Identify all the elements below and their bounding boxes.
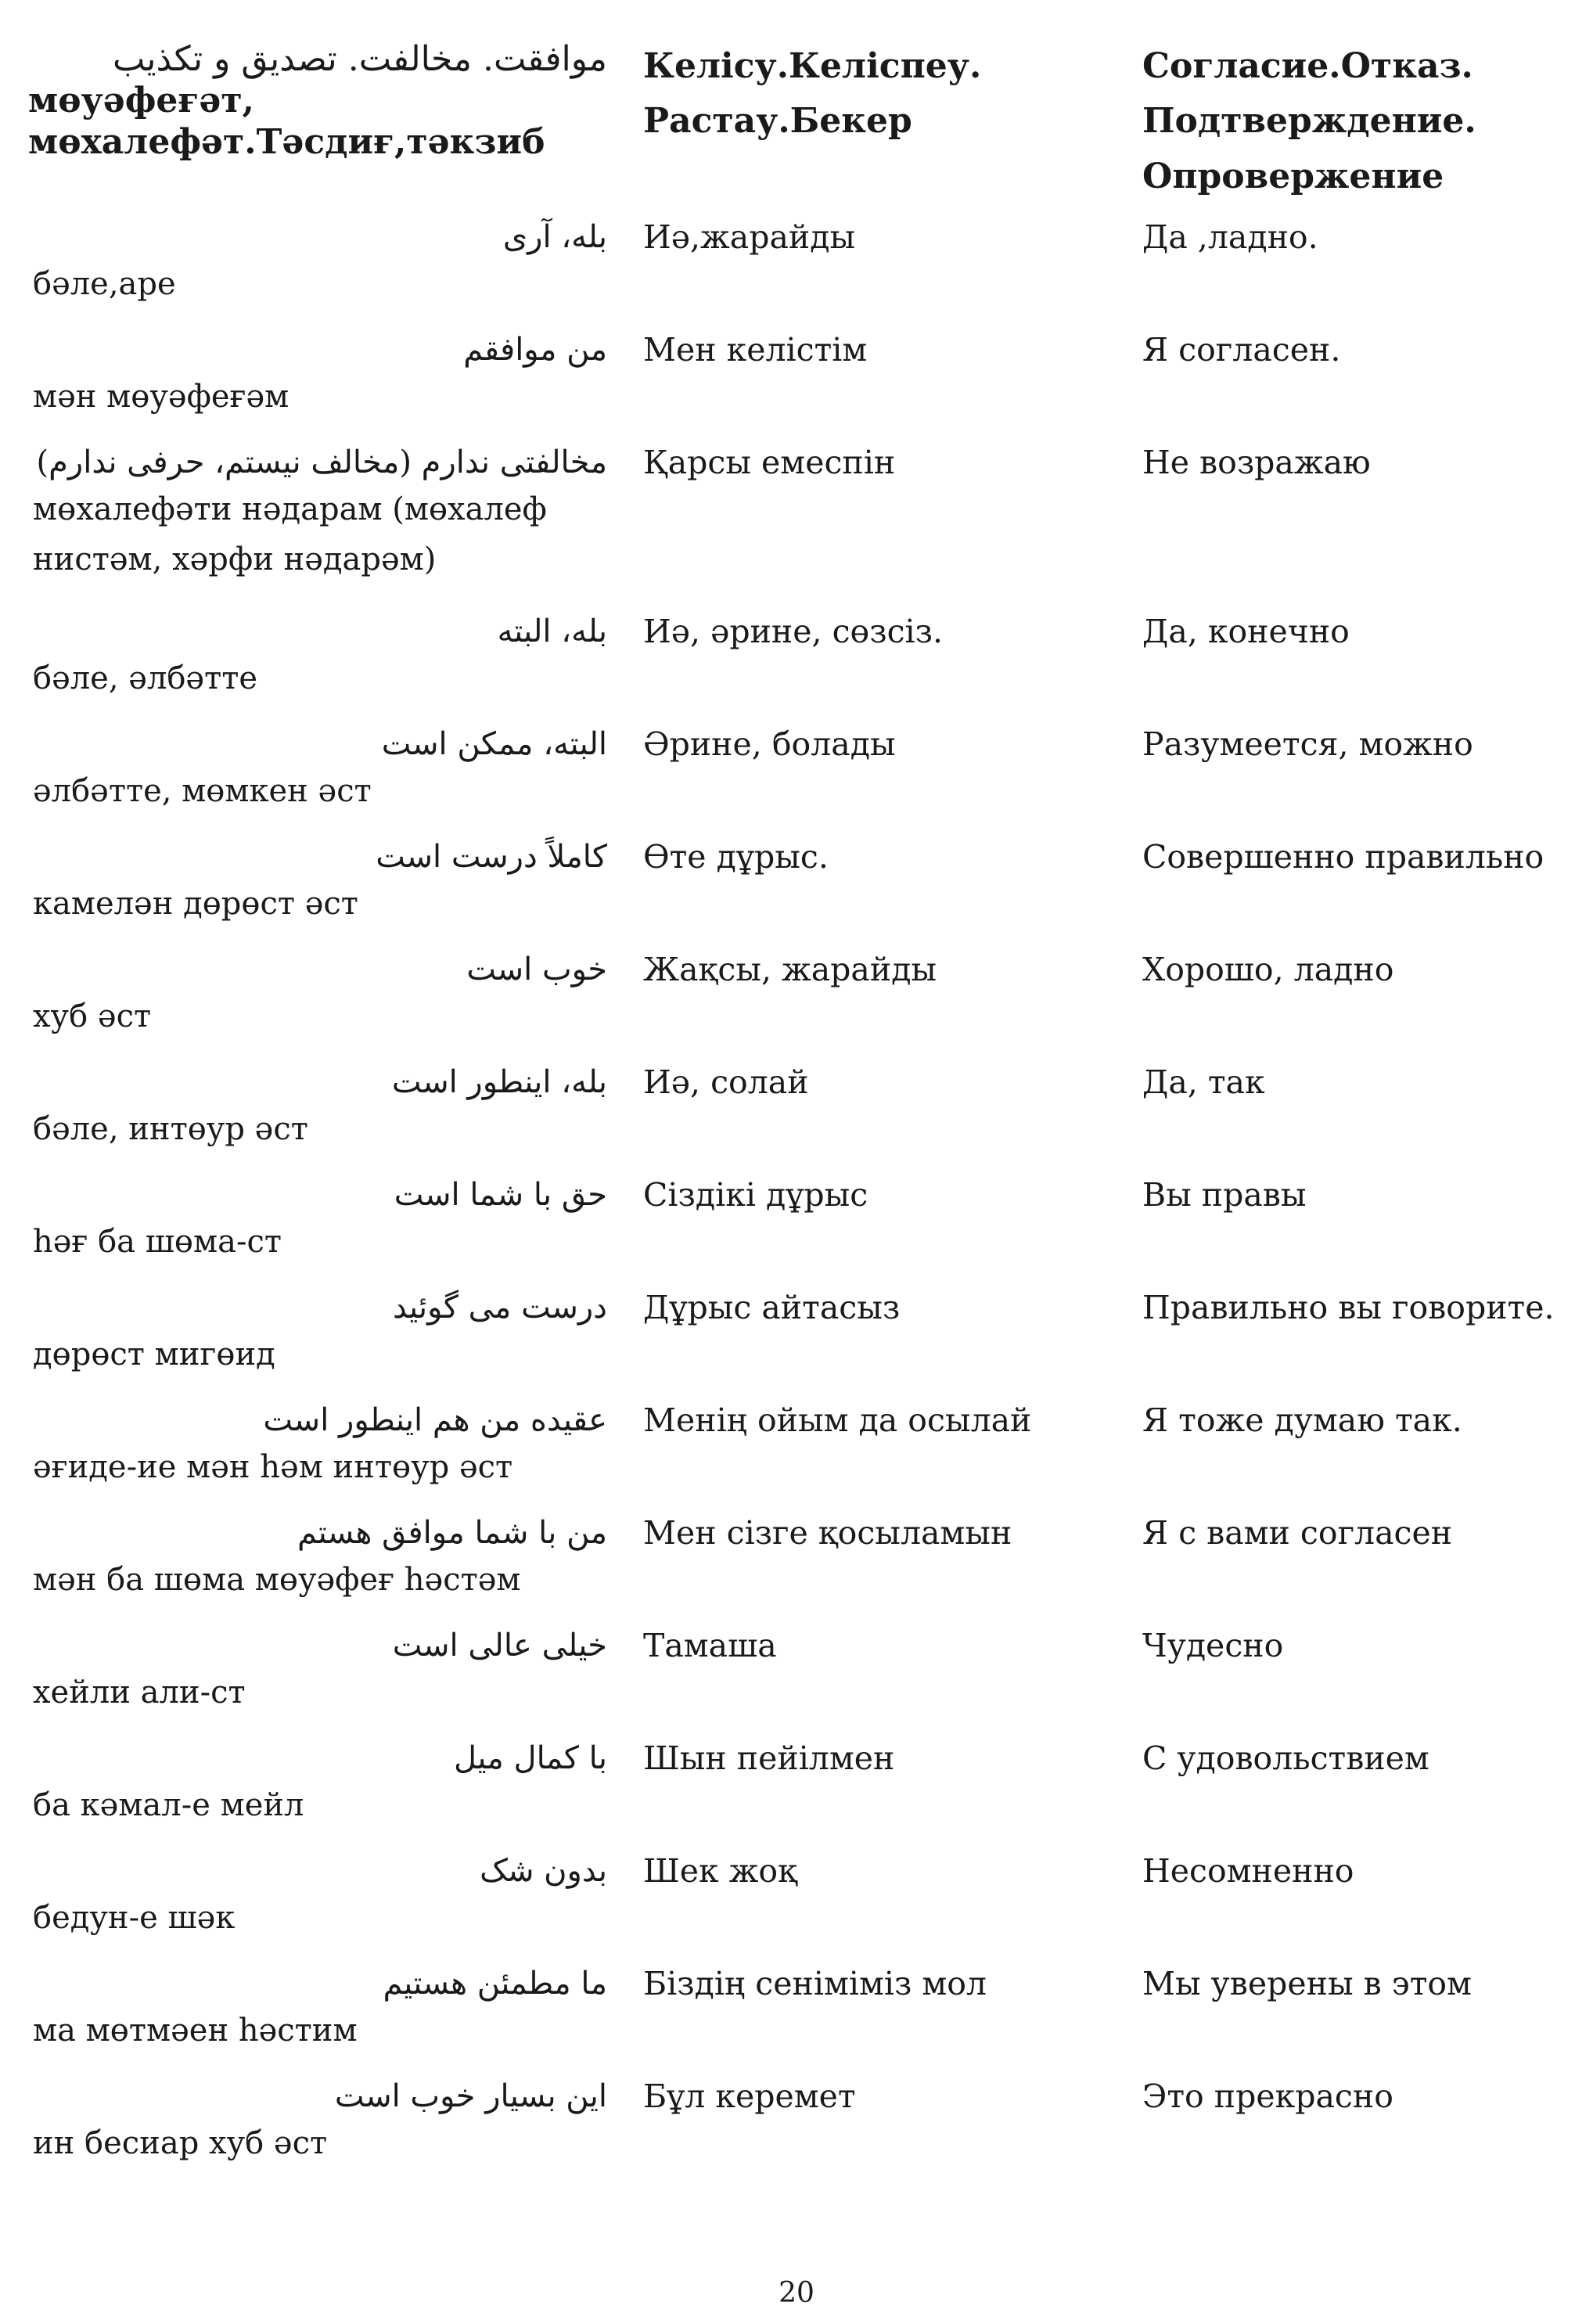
persian-transliteration: һәғ ба шөма-ст — [33, 1224, 282, 1260]
russian-phrase: Это прекрасно — [1142, 2078, 1393, 2115]
russian-phrase: Вы правы — [1142, 1176, 1307, 1214]
kazakh-phrase: Бұл керемет — [643, 2078, 856, 2115]
kazakh-phrase: Біздің сеніміміз мол — [643, 1965, 987, 2002]
persian-transliteration: бедун-е шәк — [33, 1900, 236, 1936]
persian-phrase: ما مطمئن هستیم — [383, 1966, 607, 2002]
table-row — [0, 1966, 1593, 2078]
persian-transliteration: хейли али-ст — [33, 1675, 246, 1711]
table-row — [0, 839, 1593, 952]
russian-phrase: Чудесно — [1142, 1627, 1284, 1664]
kazakh-phrase: Тамаша — [643, 1627, 777, 1664]
table-row — [0, 1740, 1593, 1853]
table-row — [0, 1402, 1593, 1515]
table-row — [0, 1628, 1593, 1740]
persian-transliteration: мән ба шөма мөуәфеғ һәстәм — [33, 1562, 521, 1598]
header-russian-line-2: Подтверждение. — [1142, 101, 1476, 142]
table-row — [0, 726, 1593, 839]
kazakh-phrase: Иә, солай — [643, 1063, 809, 1101]
persian-phrase: بدون شک — [480, 1853, 607, 1889]
header-kazakh — [643, 39, 1113, 149]
persian-transliteration: әлбәтте, мөмкен әст — [33, 773, 372, 809]
persian-transliteration: дөрөст мигөид — [33, 1336, 275, 1372]
russian-phrase: Разумеется, можно — [1142, 725, 1473, 763]
persian-transliteration: ба кәмал-е мейл — [33, 1787, 304, 1823]
persian-transliteration: бәле, әлбәтте — [33, 660, 258, 696]
persian-phrase: عقیده من هم اینطور است — [263, 1402, 607, 1438]
russian-phrase: Несомненно — [1142, 1852, 1354, 1890]
russian-phrase: С удовольствием — [1142, 1739, 1429, 1777]
russian-phrase: Да, так — [1142, 1063, 1265, 1101]
persian-phrase: البته، ممکن است — [381, 726, 607, 762]
persian-phrase: من موافقم — [463, 332, 607, 368]
kazakh-phrase: Жақсы, жарайды — [643, 951, 937, 988]
persian-phrase: بله، اینطور است — [391, 1064, 607, 1100]
russian-phrase: Совершенно правильно — [1142, 838, 1544, 876]
header-persian — [28, 39, 607, 163]
persian-phrase: من با شما موافق هستم — [297, 1515, 607, 1551]
russian-phrase: Не возражаю — [1142, 444, 1371, 481]
persian-phrase: بله، البته — [497, 613, 607, 649]
russian-phrase: Я с вами согласен — [1142, 1514, 1453, 1552]
kazakh-phrase: Әрине, болады — [643, 725, 896, 763]
persian-phrase: خوب است — [466, 952, 607, 988]
persian-transliteration: мөхалефәти нәдарам (мөхалеф — [33, 491, 547, 527]
russian-phrase: Правильно вы говорите. — [1142, 1289, 1555, 1326]
kazakh-phrase: Иә,жарайды — [643, 218, 856, 256]
table-row — [0, 219, 1593, 332]
russian-phrase: Да ,ладно. — [1142, 218, 1318, 256]
table-header — [0, 39, 1593, 211]
header-kazakh-line-1: Келісу.Келіспеу. — [643, 46, 982, 86]
persian-transliteration: бәле, интөур әст — [33, 1111, 308, 1147]
persian-phrase: بله، آری — [502, 219, 607, 255]
table-row — [0, 444, 1593, 617]
russian-phrase: Я согласен. — [1142, 331, 1341, 369]
kazakh-phrase: Сіздікі дұрыс — [643, 1176, 868, 1214]
persian-transliteration: хуб әст — [33, 998, 152, 1034]
kazakh-phrase: Мен келістім — [643, 331, 868, 369]
table-row — [0, 1064, 1593, 1177]
header-russian-line-1: Согласие.Отказ. — [1142, 46, 1473, 86]
persian-phrase: خیلی عالی است — [392, 1628, 607, 1664]
header-persian-arabic: موافقت. مخالفت. تصدیق و تکذیب — [113, 39, 607, 79]
kazakh-phrase: Шын пейілмен — [643, 1739, 895, 1777]
table-row — [0, 1853, 1593, 1966]
russian-phrase: Я тоже думаю так. — [1142, 1401, 1462, 1439]
persian-transliteration: әғиде-ие мән һәм интөур әст — [33, 1449, 513, 1485]
table-row — [0, 1515, 1593, 1628]
persian-transliteration: ин бесиар хуб әст — [33, 2125, 328, 2161]
header-persian-translit-2: мөхалефәт.Тәсдиғ,тәкзиб — [28, 121, 545, 162]
persian-phrase: کاملاً درست است — [376, 839, 607, 875]
kazakh-phrase: Иә, әрине, сөзсіз. — [643, 613, 944, 650]
kazakh-phrase: Менің ойым да осылай — [643, 1401, 1032, 1439]
table-row — [0, 2078, 1593, 2191]
page-number: 20 — [779, 2277, 814, 2309]
persian-phrase: درست می گوئید — [392, 1290, 607, 1326]
kazakh-phrase: Қарсы емеспін — [643, 444, 896, 481]
russian-phrase: Хорошо, ладно — [1142, 951, 1394, 988]
kazakh-phrase: Дұрыс айтасыз — [643, 1289, 901, 1326]
persian-transliteration: камелән дөрөст әст — [33, 886, 358, 922]
header-russian — [1142, 39, 1580, 204]
persian-phrase: مخالفتی ندارم (مخالف نیستم، حرفی ندارم) — [36, 444, 607, 480]
persian-transliteration: мән мөуәфеғәм — [33, 379, 289, 415]
kazakh-phrase: Шек жоқ — [643, 1852, 797, 1890]
persian-transliteration: бәле,аре — [33, 266, 176, 302]
russian-phrase: Мы уверены в этом — [1142, 1965, 1472, 2002]
header-kazakh-line-2: Растау.Бекер — [643, 101, 912, 142]
persian-phrase: این بسیار خوب است — [334, 2078, 607, 2114]
header-persian-translit-1: мөуәфеғәт, — [28, 80, 254, 121]
header-russian-line-3: Опровержение — [1142, 156, 1444, 196]
table-row — [0, 952, 1593, 1064]
kazakh-phrase: Мен сізге қосыламын — [643, 1514, 1012, 1552]
persian-phrase: حق با شما است — [394, 1177, 607, 1213]
persian-transliteration-continued: нистәм, хәрфи нәдарәм) — [33, 541, 437, 577]
persian-phrase: با کمال میل — [454, 1740, 607, 1776]
kazakh-phrase: Өте дұрыс. — [643, 838, 829, 876]
table-row — [0, 1290, 1593, 1402]
table-row — [0, 613, 1593, 726]
russian-phrase: Да, конечно — [1142, 613, 1350, 650]
persian-transliteration: ма мөтмәен һәстим — [33, 2013, 358, 2049]
table-row — [0, 332, 1593, 444]
table-row — [0, 1177, 1593, 1290]
